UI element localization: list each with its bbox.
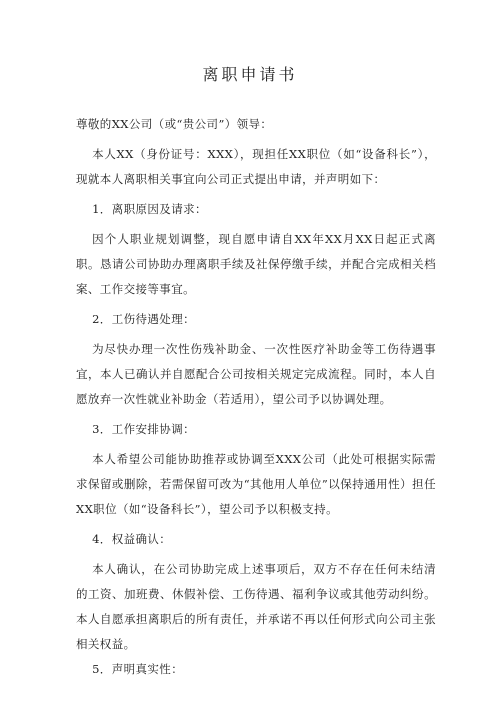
- section-5-heading: 5．声明真实性：: [92, 662, 184, 676]
- section-4-heading: 4．权益确认：: [92, 532, 172, 546]
- section-4-body: 本人确认，在公司协助完成上述事项后，双方不存在任何未结清的工资、加班费、休假补偿、工伤待遇、福利争议或其他劳动纠纷。本人自愿承担离职后的所有责任，并承诺不再以任何形式向公司主张相关权益。: [76, 562, 436, 651]
- section-2-body: 为尽快办理一次性伤残补助金、一次性医疗补助金等工伤待遇事宜，本人已确认并自愿配合公司按相关规定完成流程。同时，本人自愿放弃一次性就业补助金（若适用），望公司予以协调处理。: [76, 342, 436, 406]
- section-1-body: 因个人职业规划调整，现自愿申请自XX年XX月XX日起正式离职。恳请公司协助办理离职手续及社保停缴手续，并配合完成相关档案、工作交接等事宜。: [76, 232, 436, 296]
- section-3-body: 本人希望公司能协助推荐或协调至XXX公司（此处可根据实际需求保留或删除，若需保留可改为“其他用人单位”以保持通用性）担任XX职位（如“设备科长”），望公司予以积极支持。: [76, 452, 436, 516]
- intro-paragraph: 本人XX（身份证号：XXX），现担任XX职位（如“设备科长”），现就本人离职相关事宜向公司正式提出申请，并声明如下：: [76, 147, 436, 186]
- salutation: 尊敬的XX公司（或“贵公司”）领导：: [76, 117, 273, 131]
- section-2-heading: 2．工伤待遇处理：: [92, 312, 196, 326]
- page-title: 离职申请书: [202, 65, 298, 84]
- section-3-heading: 3．工作安排协调：: [92, 422, 196, 436]
- document-body: [76, 112, 436, 687]
- section-1-heading: 1．离职原因及请求：: [92, 202, 207, 216]
